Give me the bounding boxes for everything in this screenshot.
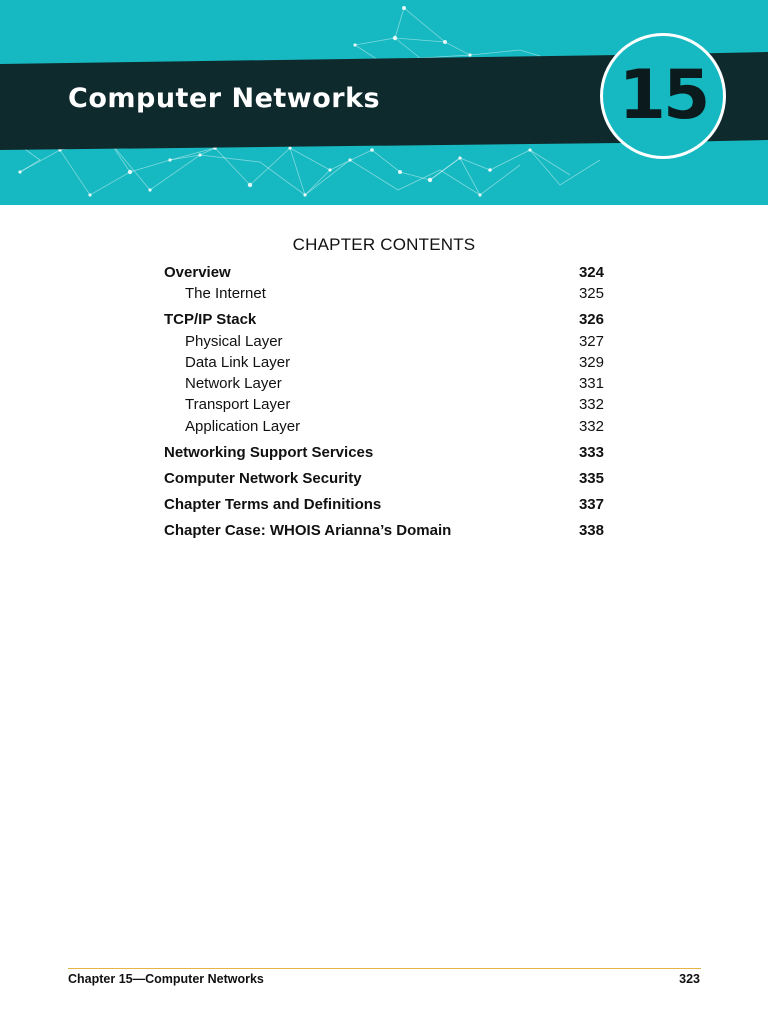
- toc-entry-label: Chapter Case: WHOIS Arianna’s Domain: [164, 521, 452, 539]
- toc-section-entry: [164, 520, 604, 541]
- toc-entry-page: 329: [578, 353, 604, 371]
- toc-entry-page: 337: [578, 495, 604, 513]
- toc-entry-label: Networking Support Services: [164, 443, 374, 461]
- footer-rule: [68, 968, 701, 969]
- toc-entry-page: 338: [578, 521, 604, 539]
- footer-running-title: Chapter 15—Computer Networks: [68, 972, 264, 986]
- toc-entry-page: 326: [578, 311, 604, 329]
- toc-entry-label: Network Layer: [185, 375, 282, 393]
- toc-entry-label: Overview: [164, 264, 231, 281]
- footer-page-number: 323: [679, 972, 700, 986]
- toc-heading: CHAPTER CONTENTS: [292, 235, 476, 254]
- toc-subsection-entry: [164, 283, 604, 304]
- chapter-number: 15: [618, 56, 708, 135]
- table-of-contents: [164, 262, 604, 541]
- chapter-number-badge: [600, 33, 726, 159]
- toc-entry-label: Transport Layer: [185, 396, 291, 414]
- toc-entry-page: 327: [578, 332, 604, 350]
- toc-entry-label: Data Link Layer: [185, 353, 291, 371]
- toc-entry-label: Physical Layer: [185, 332, 283, 350]
- toc-entry-page: 331: [578, 375, 604, 393]
- toc-entry-page: 333: [578, 443, 604, 461]
- toc-subsection-entry: [164, 373, 604, 394]
- toc-entry-label: The Internet: [185, 285, 266, 303]
- toc-entry-page: 332: [578, 417, 604, 435]
- chapter-title: Computer Networks: [68, 83, 381, 114]
- toc-entry-label: TCP/IP Stack: [164, 311, 257, 329]
- toc-entry-page: 325: [578, 285, 604, 303]
- toc-subsection-entry: [164, 416, 604, 437]
- toc-section-entry: [164, 262, 604, 283]
- toc-entry-label: Computer Network Security: [164, 469, 362, 487]
- toc-entry-page: 335: [578, 469, 604, 487]
- toc-section-entry: [164, 494, 604, 515]
- toc-subsection-entry: [164, 352, 604, 373]
- toc-section-entry: [164, 442, 604, 463]
- toc-section-entry: [164, 309, 604, 330]
- toc-entry-page: 324: [578, 264, 604, 281]
- toc-entry-page: 332: [578, 396, 604, 414]
- toc-entry-label: Chapter Terms and Definitions: [164, 495, 382, 513]
- toc-subsection-entry: [164, 394, 604, 415]
- toc-entry-label: Application Layer: [185, 417, 301, 435]
- toc-subsection-entry: [164, 331, 604, 352]
- toc-section-entry: [164, 468, 604, 489]
- chapter-banner: [0, 0, 768, 205]
